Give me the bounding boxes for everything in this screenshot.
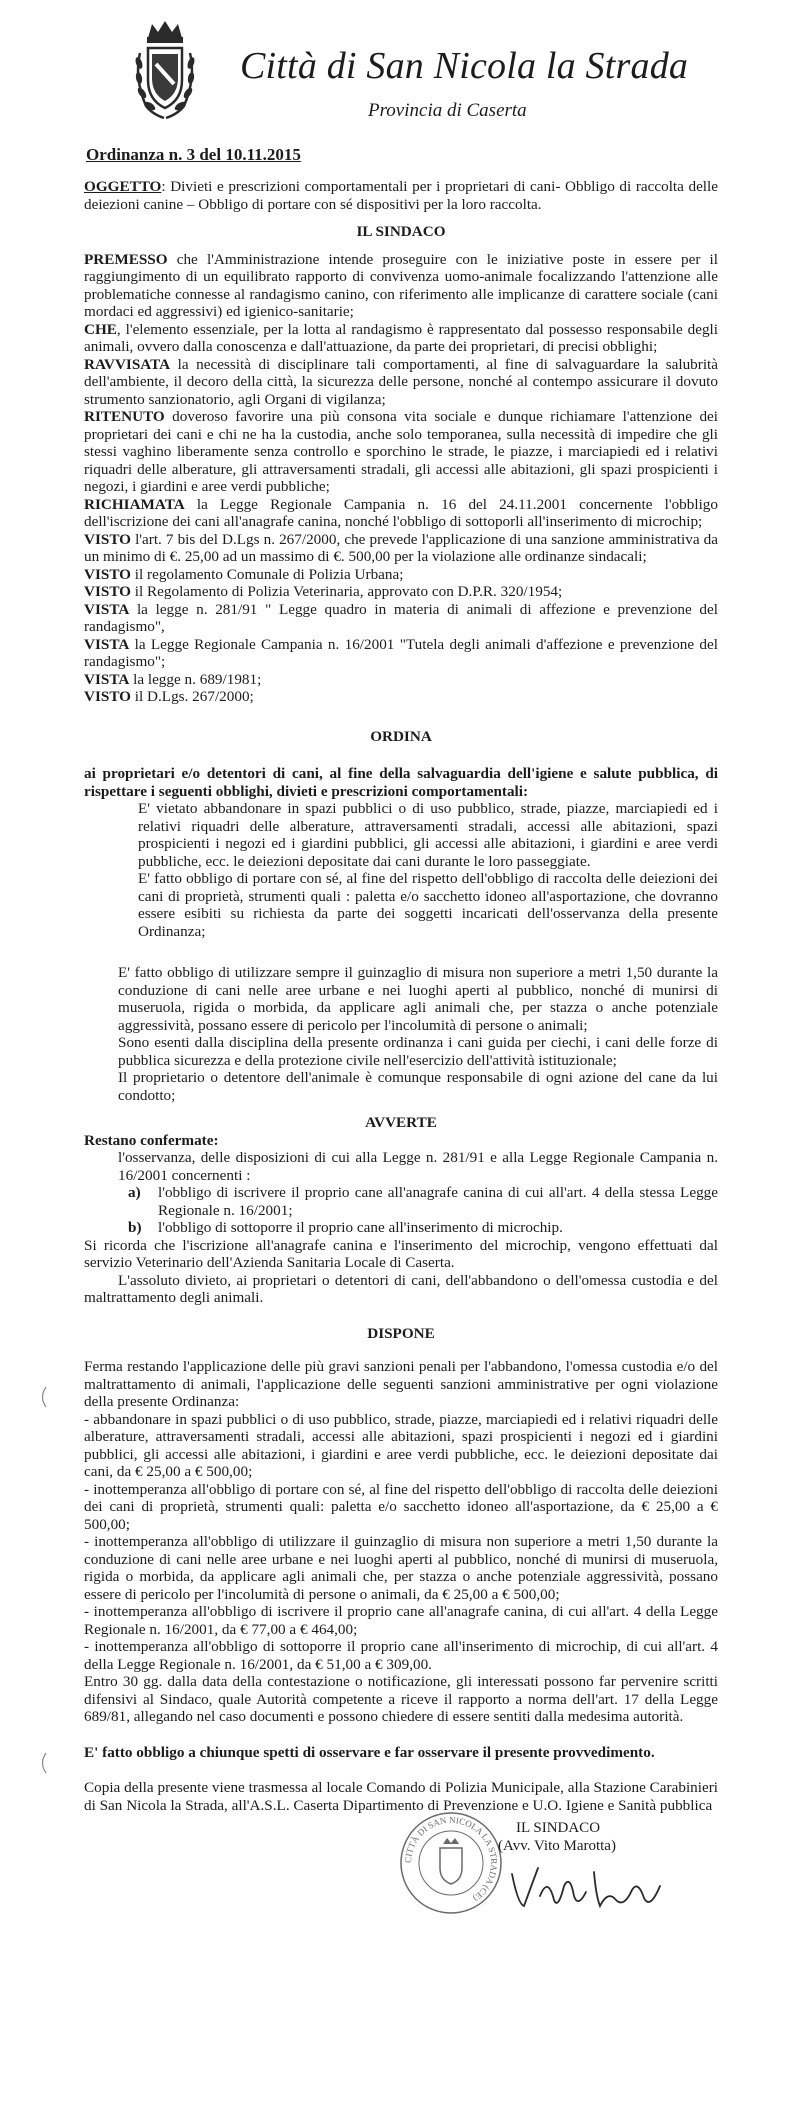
avverte-subitem [128, 1219, 718, 1237]
premessa-lead: VISTO [84, 530, 131, 548]
ordina-item: Sono esenti dalla disciplina della presente ordinanza i cani guida per ciechi, i cani delle forze di pubblica sicurezza e della protezione civile nell'esercizio dell'attività istituzionale; [118, 1034, 718, 1069]
sanction-item: - inottemperanza all'obbligo di portare con sé, al fine del rispetto dell'obbligo di raccolta delle deiezioni dei cani di proprietà, strumenti quali: paletta e/o sacchetto idoneo all'asportazione, da € 25,00 a € 500,00; [84, 1480, 718, 1533]
signature-title: IL SINDACO [516, 1820, 601, 1836]
stamp-text: CITTÀ DI SAN NICOLA LA STRADA (CE) [402, 1814, 500, 1904]
avverte-divieto: L'assoluto divieto, ai proprietari o detentori di cani, dell'abbandono o dell'omessa custodia e del maltrattamento degli animali. [84, 1271, 718, 1306]
premessa-text: l'art. 7 bis del D.Lgs n. 267/2000, che prevede l'applicazione di una sanzione amministrativa da un minimo di €. 25,00 ad un massimo di €. 500,00 per la violazione alle ordinanze sindacali; [84, 530, 718, 565]
avverte-intro: l'osservanza, delle disposizioni di cui alla Legge n. 281/91 e alla Legge Regionale Campania n. 16/2001 concernenti : [118, 1149, 718, 1184]
premessa-lead: VISTA [84, 600, 130, 618]
premessa-paragraph [84, 636, 718, 671]
subject-text: : Divieti e prescrizioni comportamentali per i proprietari di cani- Obbligo di raccolta delle deiezioni canine – Obbligo di portare con sé dispositivi per la loro raccolta. [84, 178, 718, 213]
restano-confermate: Restano confermate: [84, 1131, 219, 1149]
ordina-item: E' fatto obbligo di utilizzare sempre il guinzaglio di misura non superiore a metri 1,50 durante la conduzione di cani nelle aree urbane e nei luoghi aperti al pubblico, nonché di munirsi di museruola, rigida o morbida, da applicare agli animali che, per stazza o anche potenziale aggressività, possano essere di pericolo per l'incolumità di persone o animali; [118, 964, 718, 1034]
handwritten-signature [504, 1856, 684, 1916]
premessa-text: il D.Lgs. 267/2000; [131, 688, 254, 705]
premessa-paragraph [84, 531, 718, 566]
sanction-item: - abbandonare in spazi pubblici o di uso pubblico, strade, piazze, marciapiedi ed i relativi riquadri delle alberature, attraversamenti stradali, accessi alle abitazioni, spazi prospicienti i negozi ed i giardini pubblici, gli accessi alle abitazioni, i giardini e aree verdi pubbliche, ecc. le deiezioni depositate dai cani, da € 25,00 a € 500,00; [84, 1410, 718, 1480]
premessa-lead: VISTO [84, 583, 131, 600]
margin-mark [38, 1752, 48, 1774]
sanction-item: - inottemperanza all'obbligo di iscrivere il proprio cane all'anagrafe canina, di cui all'art. 4 della Legge Regionale n. 16/2001, da € 77,00 a € 464,00; [84, 1603, 718, 1638]
premessa-text: che l'Amministrazione intende proseguire con le iniziative poste in essere per il raggiungimento di un equilibrato rapporto di convivenza uomo-animale focalizzando l'attenzione alle problematiche connesse al randagismo canino, con riferimento alle implicanze di carattere sociale (cani mordaci ed aggressivi) ed igienico-sanitarie; [84, 250, 718, 320]
dispone-ricorso: Entro 30 gg. dalla data della contestazione o notificazione, gli interessati possono far pervenire scritti difensivi al Sindaco, quale Autorità competente a riceve il rapporto a norma dell'art. 17 della Legge 689/81, allegando nel caso documenti e possono chiedere di essere sentiti dalla medesima autorità. [84, 1673, 718, 1725]
premessa-paragraph [84, 671, 718, 689]
premessa-lead: VISTO [84, 688, 131, 705]
premessa-paragraph [84, 566, 718, 584]
avverte-sublist [84, 1184, 718, 1237]
premessa-paragraph [84, 688, 718, 706]
subject-label: OGGETTO [84, 178, 162, 195]
subitem-letter: b) [128, 1219, 142, 1236]
avverte-heading: AVVERTE [365, 1114, 437, 1131]
spacer [84, 1761, 718, 1779]
document-body [84, 170, 718, 1934]
premessa-text: doveroso favorire una più consona vita sociale e dunque richiamare l'attenzione dei proprietari dei cani e chi ne ha la custodia, anche solo temporanea, sulla necessità di impedire che gli stessi vaghino liberamente senza controllo e sporchino le strade, le piazze, i marciapiedi ed i relativi riquadri delle alberature, gli attraversamenti stradali, gli accessi alle abitazioni, gli spazi prospicienti i negozi, i giardini e aree verdi pubbliche; [84, 408, 718, 495]
premessa-text: la legge n. 689/1981; [129, 670, 262, 688]
ordina-items-group-1 [84, 800, 718, 940]
avverte-subitem [128, 1184, 718, 1219]
premessa-lead: RAVVISATA [84, 355, 171, 373]
premessa-lead: CHE [84, 320, 117, 338]
city-title: Città di San Nicola la Strada [240, 45, 689, 87]
premessa-text: la necessità di disciplinare tali comportamenti, al fine di salvaguardare la salubrità dell'ambiente, il decoro della città, la sicurezza delle persone, nonché al contempo assicurare il dovuto strumento sanzionatorio, agli Organi di vigilanza; [84, 355, 718, 408]
sanction-item: - inottemperanza all'obbligo di utilizzare il guinzaglio di misura non superiore a metri 1,50 durante la conduzione di cani nelle aree urbane e nei luoghi aperti al pubblico, nonché di munirsi di museruola, rigida o morbida, da applicare agli animali che, per stazza o anche potenziale aggressività, possano essere di pericolo per l'incolumità di persone o animali, da € 25,00 a € 500,00; [84, 1533, 718, 1603]
ordina-intro: ai proprietari e/o detentori di cani, al fine della salvaguardia dell'igiene e salute pubblica, di rispettare i seguenti obblighi, divieti e prescrizioni comportamentali: [84, 765, 718, 800]
province-subtitle: Provincia di Caserta [368, 100, 527, 121]
premessa-lead: PREMESSO [84, 250, 168, 268]
spacer [84, 1726, 718, 1744]
coat-of-arms-icon [130, 18, 200, 123]
premessa-paragraph [84, 321, 718, 356]
premesse-section [84, 251, 718, 706]
ordina-item: Il proprietario o detentore dell'animale è comunque responsabile di ogni azione del cane da lui condotto; [118, 1069, 718, 1104]
municipal-stamp [396, 1808, 506, 1918]
premessa-text: , l'elemento essenziale, per la lotta al randagismo è rappresentato dal possesso responsabile degli animali, ovvero dalla conoscenza e dall'attuazione, da parte dei proprietari, di precisi obblighi; [84, 320, 718, 355]
subitem-letter: a) [128, 1184, 141, 1201]
premessa-text: il Regolamento di Polizia Veterinaria, approvato con D.P.R. 320/1954; [131, 583, 563, 600]
premessa-text: la Legge Regionale Campania n. 16 del 24.11.2001 concernente l'obbligo dell'iscrizione dei cani all'anagrafe canina, nonché l'obbligo di sottoporli all'inserimento di microchip; [84, 495, 718, 530]
premessa-text: la Legge Regionale Campania n. 16/2001 "Tutela degli animali d'affezione e prevenzione del randagismo"; [84, 635, 718, 670]
premessa-lead: VISTA [84, 670, 130, 688]
ordina-item: E' vietato abbandonare in spazi pubblici o di uso pubblico, strade, piazze, marciapiedi ed i relativi riquadri delle alberature, attraversamenti stradali, accessi alle abitazioni, spazi prospicienti i negozi ed i giardini pubblici, gli accessi alle abitazioni, i giardini e aree verdi pubbliche, ecc. le deiezioni depositate dai cani durante le loro passeggiate. [138, 800, 718, 870]
avverte-reminder: Si ricorda che l'iscrizione all'anagrafe canina e l'inserimento del microchip, vengono effettuati dal servizio Veterinario dell'Azienda Sanitaria Locale di Caserta. [84, 1236, 718, 1271]
premessa-paragraph [84, 601, 718, 636]
margin-mark [38, 1386, 48, 1408]
premessa-lead: RICHIAMATA [84, 495, 185, 513]
copy-distribution: Copia della presente viene trasmessa al locale Comando di Polizia Municipale, alla Stazione Carabinieri di San Nicola la Strada, all'A.S.L. Caserta Dipartimento di Prevenzione e U.O. Igiene e Sanità pubblica [84, 1779, 718, 1814]
premessa-paragraph [84, 251, 718, 321]
premessa-lead: VISTA [84, 635, 130, 653]
ordinance-number: Ordinanza n. 3 del 10.11.2015 [86, 145, 301, 164]
subitem-text: l'obbligo di iscrivere il proprio cane all'anagrafe canina di cui all'art. 4 della stessa Legge Regionale n. 16/2001; [158, 1184, 718, 1219]
signature-block [84, 1814, 718, 1934]
dispone-intro: Ferma restando l'applicazione delle più gravi sanzioni penali per l'abbandono, l'omessa custodia e/o del maltrattamento di animali, l'applicazione delle seguenti sanzioni amministrative per ogni violazione della presente Ordinanza: [84, 1358, 718, 1410]
signature-name: (Avv. Vito Marotta) [498, 1838, 616, 1854]
premessa-paragraph [84, 496, 718, 531]
premessa-lead: RITENUTO [84, 408, 165, 425]
ordina-heading: ORDINA [370, 727, 432, 745]
subitem-text: l'obbligo di sottoporre il proprio cane all'inserimento di microchip. [158, 1219, 563, 1236]
ordina-item: E' fatto obbligo di portare con sé, al fine del rispetto dell'obbligo di raccolta delle deiezioni dei cani di proprietà, strumenti quali : paletta e/o sacchetto idoneo all'asportazione, che dovranno essere esibiti su richiesta da parte dei soggetti incaricati dell'osservanza della presente Ordinanza; [138, 870, 718, 940]
premessa-paragraph [84, 408, 718, 496]
dispone-heading: DISPONE [367, 1324, 435, 1342]
premessa-paragraph [84, 583, 718, 601]
premessa-text: il regolamento Comunale di Polizia Urbana; [131, 565, 404, 583]
premessa-lead: VISTO [84, 565, 131, 583]
subject-paragraph [84, 178, 718, 213]
dispone-items [84, 1411, 718, 1674]
premessa-paragraph [84, 356, 718, 409]
premessa-text: la legge n. 281/91 " Legge quadro in materia di animali di affezione e prevenzione del randagismo", [84, 600, 718, 635]
il-sindaco-heading: IL SINDACO [356, 223, 446, 240]
sanction-item: - inottemperanza all'obbligo di sottoporre il proprio cane all'inserimento di microchip, di cui all'art. 4 della Legge Regionale n. 16/2001, da € 51,00 a € 309,00. [84, 1638, 718, 1673]
final-obligation: E' fatto obbligo a chiunque spetti di osservare e far osservare il presente provvedimento. [84, 1743, 655, 1761]
svg-text:CITTÀ DI SAN NICOLA LA STRADA [403, 1815, 499, 1903]
ordina-items-group-2 [84, 964, 718, 1104]
spacer [84, 940, 718, 964]
